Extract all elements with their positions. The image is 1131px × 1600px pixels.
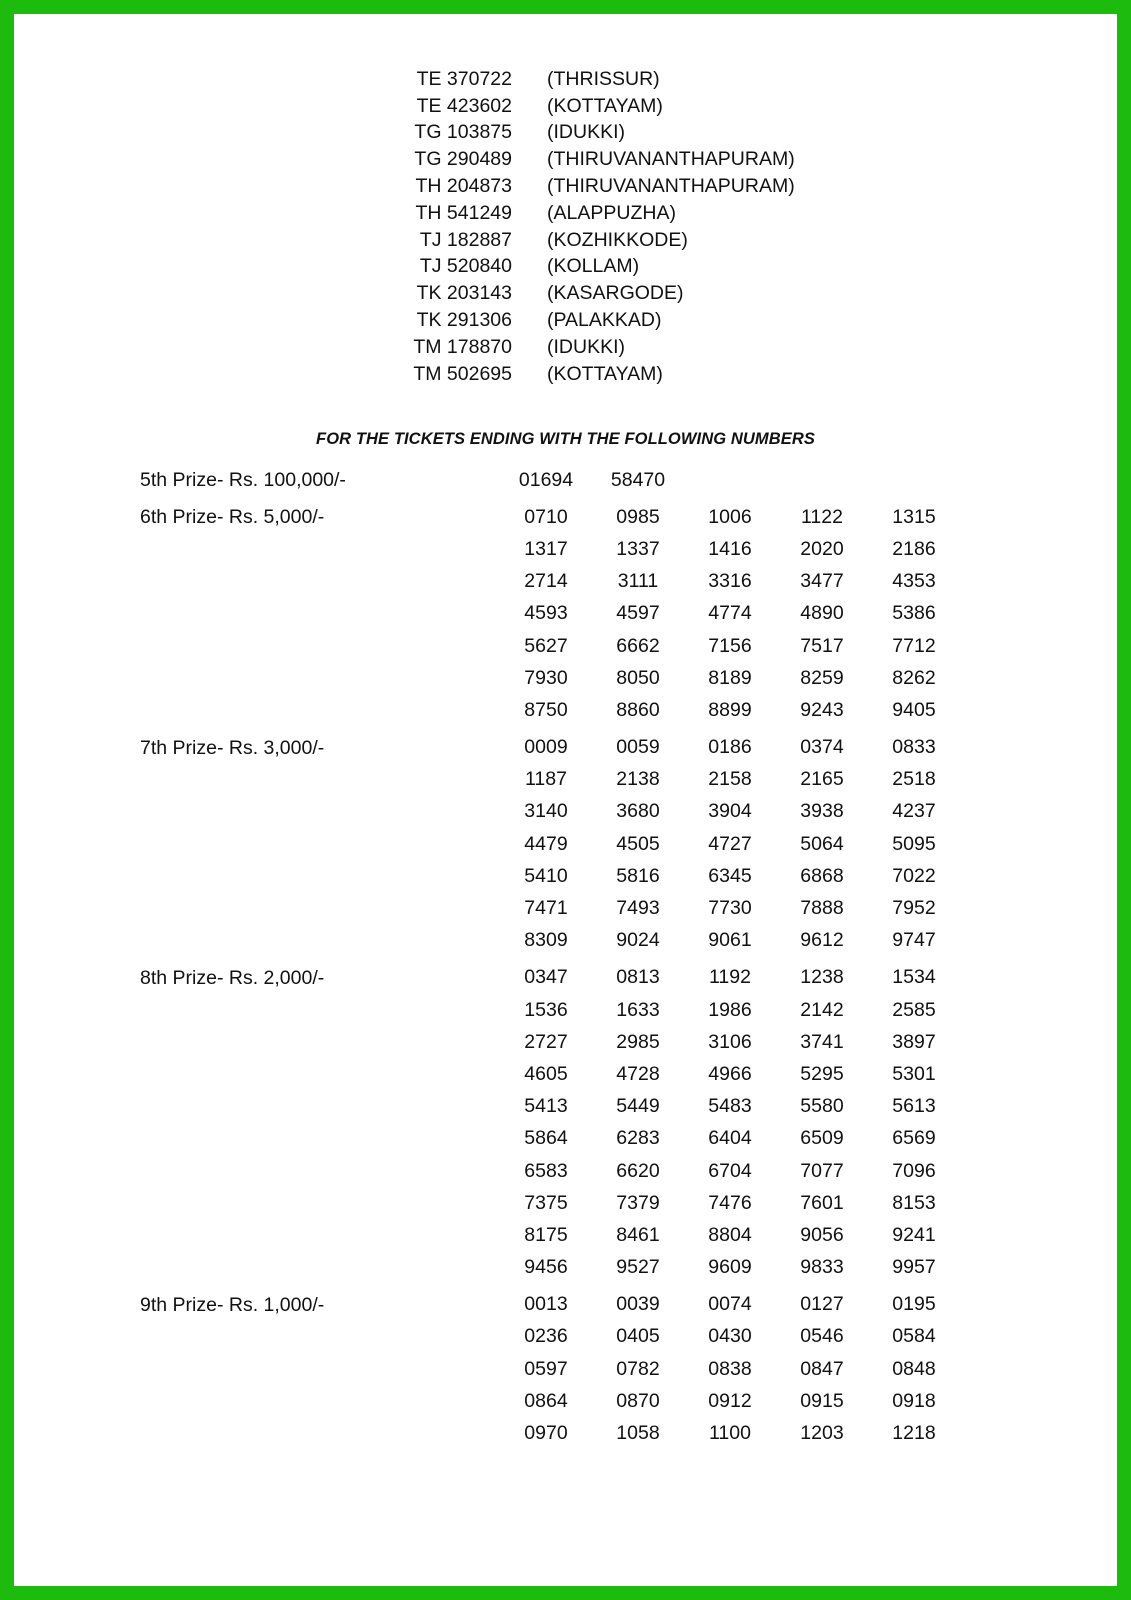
ticket-ending-number: 8899 — [708, 698, 752, 721]
ticket-ending-number: 9056 — [800, 1223, 844, 1246]
ticket-ending-number: 8153 — [892, 1191, 936, 1214]
ticket-ending-number: 8309 — [524, 929, 568, 952]
ticket-ending-number: 7375 — [524, 1191, 568, 1214]
ticket-number: TJ 520840 — [419, 255, 512, 278]
ticket-ending-number: 6509 — [800, 1127, 844, 1150]
ticket-ending-number: 0374 — [800, 736, 844, 759]
ticket-ending-number: 1203 — [800, 1422, 844, 1445]
ticket-ending-number: 4966 — [708, 1062, 752, 1085]
number-row — [500, 1417, 1040, 1449]
ticket-ending-number: 7712 — [892, 634, 936, 657]
ticket-ending-number: 5413 — [524, 1095, 568, 1118]
ticket-location: (THIRUVANANTHAPURAM) — [547, 175, 795, 198]
ticket-ending-number: 0912 — [708, 1389, 752, 1412]
ticket-ending-number: 6345 — [708, 864, 752, 887]
prize-label: 9th Prize- Rs. 1,000/- — [140, 1293, 325, 1316]
ticket-location: (KASARGODE) — [547, 282, 684, 305]
ticket-ending-number: 1192 — [709, 966, 751, 989]
ticket-ending-number: 0074 — [708, 1293, 752, 1316]
ticket-ending-number: 5095 — [892, 832, 936, 855]
ticket-ending-number: 1317 — [524, 537, 568, 560]
ticket-location: (KOLLAM) — [547, 255, 640, 278]
prize-block — [140, 962, 1040, 1284]
ticket-ending-number: 3680 — [616, 800, 660, 823]
ticket-ending-number: 3106 — [708, 1030, 752, 1053]
ticket-row — [330, 200, 850, 227]
ticket-ending-number: 0059 — [616, 736, 660, 759]
ticket-ending-number: 1006 — [708, 505, 752, 528]
ticket-ending-number: 7077 — [800, 1159, 844, 1182]
ticket-ending-number: 7952 — [892, 897, 936, 920]
ticket-ending-number: 3477 — [800, 570, 844, 593]
ticket-ending-number: 7096 — [892, 1159, 936, 1182]
number-row — [500, 796, 1040, 828]
ticket-ending-number: 9747 — [892, 929, 936, 952]
prize-block — [140, 464, 1040, 496]
ticket-ending-number: 0847 — [800, 1357, 844, 1380]
ticket-ending-number: 7156 — [708, 634, 752, 657]
number-row — [500, 501, 1040, 533]
ticket-location: (THIRUVANANTHAPURAM) — [547, 148, 795, 171]
ticket-ending-number: 1100 — [709, 1422, 751, 1445]
ticket-row — [330, 361, 850, 388]
ticket-ending-number: 2518 — [892, 768, 936, 791]
ticket-ending-number: 5483 — [708, 1095, 752, 1118]
ticket-ending-number: 6569 — [892, 1127, 936, 1150]
ticket-ending-number: 1187 — [525, 768, 567, 791]
ticket-ending-number: 5864 — [524, 1127, 568, 1150]
ticket-ending-number: 9405 — [892, 698, 936, 721]
prize-label: 7th Prize- Rs. 3,000/- — [140, 736, 325, 759]
ticket-ending-number: 4353 — [892, 570, 936, 593]
ticket-ending-number: 1534 — [892, 966, 936, 989]
ticket-ending-number: 58470 — [610, 468, 666, 491]
ticket-ending-number: 9241 — [892, 1223, 936, 1246]
ticket-ending-number: 5627 — [524, 634, 568, 657]
ticket-ending-number: 8461 — [616, 1223, 660, 1246]
ticket-ending-number: 8860 — [616, 698, 660, 721]
ticket-ending-number: 4237 — [892, 800, 936, 823]
prize-label: 6th Prize- Rs. 5,000/- — [140, 506, 325, 529]
ticket-ending-number: 7888 — [800, 897, 844, 920]
ticket-ending-number: 5295 — [800, 1062, 844, 1085]
ticket-row — [330, 66, 850, 93]
ticket-row — [330, 307, 850, 334]
ticket-location: (ALAPPUZHA) — [547, 201, 676, 224]
ticket-ending-number: 0710 — [524, 505, 568, 528]
number-row — [500, 533, 1040, 565]
number-row — [500, 892, 1040, 924]
ticket-ending-number: 2165 — [800, 768, 844, 791]
ticket-ending-number: 9456 — [524, 1256, 568, 1279]
ticket-ending-number: 2585 — [892, 998, 936, 1021]
ticket-ending-number: 6704 — [708, 1159, 752, 1182]
ticket-ending-number: 5064 — [800, 832, 844, 855]
ticket-ending-number: 1633 — [616, 998, 660, 1021]
ending-numbers-heading: FOR THE TICKETS ENDING WITH THE FOLLOWING NUMBERS — [316, 430, 815, 448]
ticket-number: TE 370722 — [416, 67, 512, 90]
ticket-ending-number: 2727 — [524, 1030, 568, 1053]
ticket-ending-number: 2142 — [800, 998, 844, 1021]
ticket-ending-number: 4605 — [524, 1062, 568, 1085]
ticket-ending-number: 3904 — [708, 800, 752, 823]
ticket-ending-number: 1218 — [892, 1422, 936, 1445]
ticket-ending-number: 0597 — [524, 1357, 568, 1380]
number-row — [500, 1187, 1040, 1219]
ticket-ending-number: 8050 — [616, 666, 660, 689]
ticket-ending-number: 8189 — [708, 666, 752, 689]
ticket-ending-number: 9243 — [800, 698, 844, 721]
ticket-ending-number: 3111 — [617, 570, 659, 593]
prize-block — [140, 732, 1040, 957]
ticket-ending-number: 3140 — [524, 800, 568, 823]
ticket-ending-number: 0236 — [524, 1325, 568, 1348]
ticket-location: (IDUKKI) — [547, 121, 625, 144]
prize-numbers — [500, 501, 1040, 726]
ticket-ending-number: 9024 — [616, 929, 660, 952]
ticket-ending-number: 1238 — [800, 966, 844, 989]
ticket-ending-number: 7471 — [524, 897, 568, 920]
ticket-row — [330, 227, 850, 254]
ticket-ending-number: 5580 — [800, 1095, 844, 1118]
number-row — [500, 598, 1040, 630]
ticket-ending-number: 0546 — [800, 1325, 844, 1348]
prize-label: 5th Prize- Rs. 100,000/- — [140, 469, 346, 491]
ticket-ending-number: 6404 — [708, 1127, 752, 1150]
ticket-location: (IDUKKI) — [547, 335, 625, 358]
ticket-row — [330, 173, 850, 200]
number-row — [500, 828, 1040, 860]
ticket-location: (KOTTAYAM) — [547, 362, 663, 385]
ticket-location: (KOTTAYAM) — [547, 94, 663, 117]
ticket-ending-number: 2158 — [708, 768, 752, 791]
number-row — [500, 860, 1040, 892]
ticket-number: TM 178870 — [413, 335, 512, 358]
number-row — [500, 1385, 1040, 1417]
ticket-ending-number: 4505 — [616, 832, 660, 855]
ticket-ending-number: 0813 — [616, 966, 660, 989]
ticket-row — [330, 146, 850, 173]
ticket-ending-number: 0584 — [892, 1325, 936, 1348]
ticket-ending-number: 7601 — [800, 1191, 844, 1214]
number-row — [500, 1155, 1040, 1187]
ticket-ending-number: 1315 — [892, 505, 936, 528]
ticket-location: (THRISSUR) — [547, 67, 660, 90]
ticket-ending-number: 0013 — [524, 1293, 568, 1316]
ticket-ending-number: 8750 — [524, 698, 568, 721]
ticket-ending-number: 5449 — [616, 1095, 660, 1118]
ticket-number: TH 541249 — [415, 201, 512, 224]
number-row — [500, 1321, 1040, 1353]
ticket-ending-number: 0009 — [524, 736, 568, 759]
ticket-ending-number: 0405 — [616, 1325, 660, 1348]
ticket-ending-number: 0864 — [524, 1389, 568, 1412]
ticket-ending-number: 9957 — [892, 1256, 936, 1279]
ticket-ending-number: 3741 — [800, 1030, 844, 1053]
number-row — [500, 925, 1040, 957]
ticket-location: (KOZHIKKODE) — [547, 228, 688, 251]
number-row — [500, 1252, 1040, 1284]
ticket-ending-number: 0347 — [524, 966, 568, 989]
ticket-ending-number: 0870 — [616, 1389, 660, 1412]
prize-numbers — [500, 962, 1040, 1284]
ticket-location: (PALAKKAD) — [547, 309, 662, 332]
ticket-ending-number: 0039 — [616, 1293, 660, 1316]
number-row — [500, 732, 1040, 764]
ticket-number: TK 203143 — [416, 282, 512, 305]
ticket-ending-number: 6583 — [524, 1159, 568, 1182]
number-row — [500, 1026, 1040, 1058]
ticket-ending-number: 4774 — [708, 602, 752, 625]
ticket-ending-number: 9061 — [708, 929, 752, 952]
ticket-ending-number: 7730 — [708, 897, 752, 920]
number-row — [500, 1058, 1040, 1090]
prize-numbers — [500, 732, 1040, 957]
prize-list — [140, 464, 1040, 1455]
number-row — [500, 694, 1040, 726]
number-row — [500, 662, 1040, 694]
ticket-ending-number: 1986 — [708, 998, 752, 1021]
ticket-ending-number: 01694 — [518, 468, 574, 491]
number-row — [500, 764, 1040, 796]
winning-ticket-list — [330, 66, 850, 388]
ticket-ending-number: 3897 — [892, 1030, 936, 1053]
ticket-ending-number: 5410 — [524, 864, 568, 887]
ticket-ending-number: 7476 — [708, 1191, 752, 1214]
ticket-ending-number: 9609 — [708, 1256, 752, 1279]
ticket-ending-number: 1337 — [616, 537, 660, 560]
ticket-ending-number: 5301 — [892, 1062, 936, 1085]
prize-numbers — [500, 464, 1040, 496]
ticket-ending-number: 8175 — [524, 1223, 568, 1246]
ticket-ending-number: 9527 — [616, 1256, 660, 1279]
ticket-ending-number: 9833 — [800, 1256, 844, 1279]
ticket-ending-number: 1058 — [616, 1422, 660, 1445]
number-row — [500, 1289, 1040, 1321]
ticket-ending-number: 6283 — [616, 1127, 660, 1150]
number-row — [500, 1123, 1040, 1155]
ticket-ending-number: 4728 — [616, 1062, 660, 1085]
prize-block — [140, 1289, 1040, 1450]
ticket-ending-number: 5816 — [616, 864, 660, 887]
ticket-number: TG 103875 — [414, 121, 512, 144]
ticket-ending-number: 8804 — [708, 1223, 752, 1246]
prize-block — [140, 501, 1040, 726]
ticket-ending-number: 0833 — [892, 736, 936, 759]
ticket-ending-number: 0915 — [800, 1389, 844, 1412]
ticket-ending-number: 7379 — [616, 1191, 660, 1214]
ticket-ending-number: 0782 — [616, 1357, 660, 1380]
ticket-ending-number: 5613 — [892, 1095, 936, 1118]
prize-label: 8th Prize- Rs. 2,000/- — [140, 966, 325, 989]
ticket-ending-number: 4890 — [800, 602, 844, 625]
ticket-ending-number: 2714 — [524, 570, 568, 593]
ticket-ending-number: 0970 — [524, 1422, 568, 1445]
number-row — [500, 630, 1040, 662]
ticket-ending-number: 4727 — [708, 832, 752, 855]
ticket-row — [330, 120, 850, 147]
ticket-number: TE 423602 — [416, 94, 512, 117]
ticket-ending-number: 0186 — [708, 736, 752, 759]
ticket-ending-number: 1122 — [801, 505, 843, 528]
ticket-ending-number: 8262 — [892, 666, 936, 689]
ticket-row — [330, 334, 850, 361]
ticket-ending-number: 1536 — [524, 998, 568, 1021]
number-row — [500, 1219, 1040, 1251]
ticket-ending-number: 4597 — [616, 602, 660, 625]
ticket-ending-number: 9612 — [800, 929, 844, 952]
ticket-ending-number: 6620 — [616, 1159, 660, 1182]
ticket-ending-number: 7930 — [524, 666, 568, 689]
ticket-ending-number: 2020 — [800, 537, 844, 560]
ticket-ending-number: 7022 — [892, 864, 936, 887]
number-row — [500, 464, 1040, 496]
ticket-row — [330, 254, 850, 281]
ticket-ending-number: 0838 — [708, 1357, 752, 1380]
ticket-ending-number: 7493 — [616, 897, 660, 920]
prize-numbers — [500, 1289, 1040, 1450]
ticket-ending-number: 5386 — [892, 602, 936, 625]
number-row — [500, 994, 1040, 1026]
ticket-number: TM 502695 — [413, 362, 512, 385]
number-row — [500, 1091, 1040, 1123]
ticket-row — [330, 280, 850, 307]
ticket-ending-number: 3938 — [800, 800, 844, 823]
ticket-row — [330, 93, 850, 120]
ticket-number: TK 291306 — [416, 309, 512, 332]
ticket-ending-number: 7517 — [800, 634, 844, 657]
ticket-ending-number: 6662 — [616, 634, 660, 657]
ticket-ending-number: 0985 — [616, 505, 660, 528]
ticket-ending-number: 4593 — [524, 602, 568, 625]
ticket-ending-number: 3316 — [708, 570, 752, 593]
number-row — [500, 566, 1040, 598]
ticket-ending-number: 2985 — [616, 1030, 660, 1053]
ticket-ending-number: 6868 — [800, 864, 844, 887]
ticket-ending-number: 1416 — [708, 537, 752, 560]
ticket-ending-number: 0430 — [708, 1325, 752, 1348]
ticket-ending-number: 0195 — [892, 1293, 936, 1316]
ticket-ending-number: 0918 — [892, 1389, 936, 1412]
number-row — [500, 962, 1040, 994]
ticket-ending-number: 2186 — [892, 537, 936, 560]
ticket-ending-number: 2138 — [616, 768, 660, 791]
ticket-number: TJ 182887 — [419, 228, 512, 251]
ticket-number: TH 204873 — [415, 175, 512, 198]
ticket-ending-number: 4479 — [524, 832, 568, 855]
ticket-ending-number: 0127 — [800, 1293, 844, 1316]
ticket-ending-number: 0848 — [892, 1357, 936, 1380]
ticket-number: TG 290489 — [414, 148, 512, 171]
number-row — [500, 1353, 1040, 1385]
ticket-ending-number: 8259 — [800, 666, 844, 689]
